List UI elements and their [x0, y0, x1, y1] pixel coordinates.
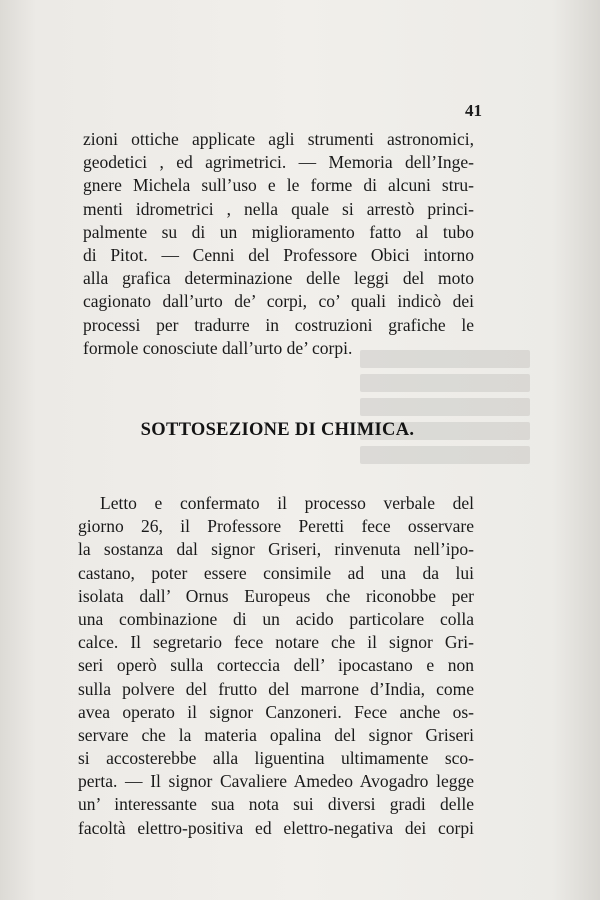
text-line: menti idrometrici , nella quale si arrestò princi-: [83, 198, 474, 219]
text-line: la sostanza dal signor Griseri, rinvenuta nell’ipo-: [78, 539, 474, 560]
text-line: alla grafica determinazione delle leggi del moto: [83, 268, 474, 289]
text-line: isolata dall’ Ornus Europeus che riconobbe per: [78, 585, 474, 606]
text-line: una combinazione di un acido particolare colla: [78, 608, 474, 629]
text-line: sulla polvere del frutto del marrone d’India, come: [78, 678, 474, 699]
text-line: zioni ottiche applicate agli strumenti astronomici,: [83, 129, 474, 149]
text-line: giorno 26, il Professore Peretti fece osservare: [78, 516, 474, 537]
text-line: un’ interessante sua nota sui diversi gradi delle: [78, 794, 474, 815]
text-line: geodetici , ed agrimetrici. — Memoria dell’Inge-: [83, 152, 474, 173]
text-line: formole conosciute dall’urto de’ corpi.: [83, 337, 353, 358]
text-line: seri operò sulla corteccia dell’ ipocastano e non: [78, 655, 474, 676]
text-line: calce. Il segretario fece notare che il signor Gri-: [78, 632, 474, 653]
text-line: gnere Michela sull’uso e le forme di alcuni stru-: [83, 175, 474, 196]
top-paragraph: [83, 128, 474, 360]
text-line: castano, poter essere consimile ad una da lui: [78, 562, 474, 583]
text-line: avea operato il signor Canzoneri. Fece anche os-: [78, 701, 474, 722]
text-line: servare che la materia opalina del signor Griseri: [78, 724, 474, 745]
text-line: Letto e confermato il processo verbale del: [100, 493, 474, 513]
text-line: facoltà elettro-positiva ed elettro-negativa dei corpi: [78, 817, 474, 838]
text-line: palmente su di un miglioramento fatto al tubo: [83, 221, 474, 242]
text-line: cagionato dall’urto de’ corpi, co’ quali indicò dei: [83, 291, 474, 312]
section-title: SOTTOSEZIONE DI CHIMICA.: [140, 420, 415, 440]
text-line: perta. — Il signor Cavaliere Amedeo Avogadro legge: [78, 771, 474, 792]
text-line: di Pitot. — Cenni del Professore Obici intorno: [83, 244, 474, 265]
page-number: 41: [465, 101, 482, 120]
text-line: processi per tradurre in costruzioni grafiche le: [83, 314, 474, 335]
text-line: si accosterebbe alla liguentina ultimamente sco-: [78, 748, 474, 769]
bottom-paragraph: [78, 492, 474, 840]
